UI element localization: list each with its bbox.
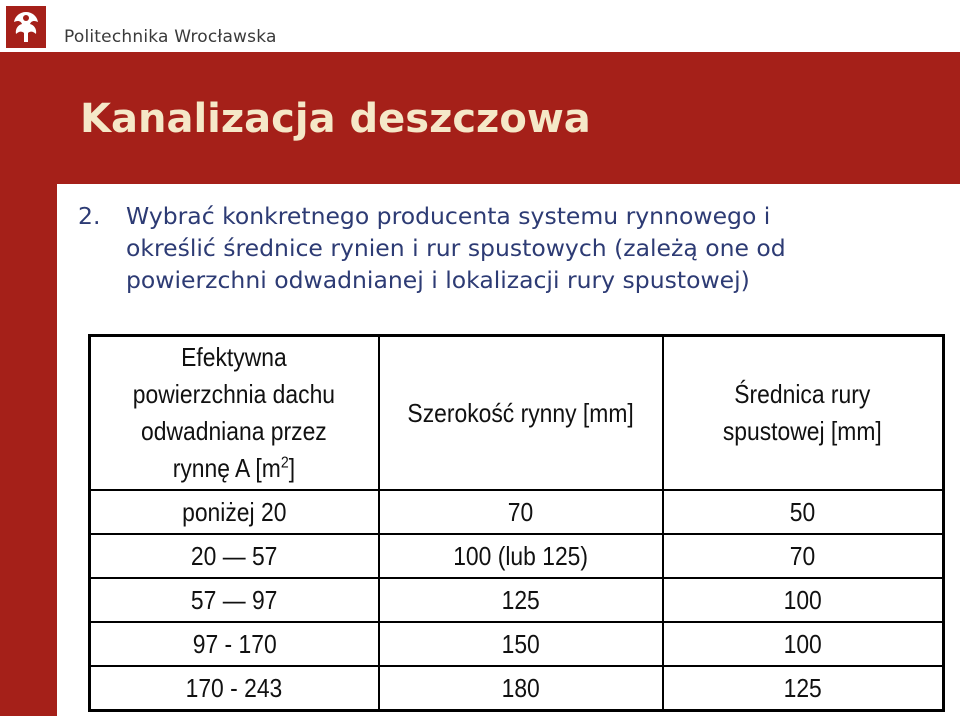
header-line: odwadniana przez	[141, 416, 328, 446]
table-row	[90, 490, 944, 534]
cell-text: 20 — 57	[191, 540, 278, 571]
table-cell-area	[90, 490, 379, 534]
header-line: spustowej [mm]	[723, 416, 883, 446]
header-line: rynnę A [m	[173, 453, 282, 483]
header-line: Efektywna	[181, 342, 288, 372]
cell-text: 97 - 170	[192, 628, 277, 659]
cell-text: poniżej 20	[182, 496, 287, 527]
cell-text: 125	[783, 672, 822, 703]
table-cell-area	[90, 666, 379, 711]
university-name: Politechnika Wrocławska	[64, 27, 277, 47]
header-downpipe-text	[723, 376, 882, 450]
table-cell-diameter	[663, 578, 944, 622]
cell-text: 57 — 97	[191, 584, 278, 615]
header-bar	[0, 0, 960, 52]
instruction-line-2: określić średnice rynien i rur spustowych (zależą one od	[126, 234, 786, 262]
cell-text: 125	[501, 584, 540, 615]
header-gutter-width-text: Szerokość rynny [mm]	[407, 397, 634, 428]
cell-text: 170 - 243	[185, 672, 283, 703]
table-cell-area	[90, 534, 379, 578]
table-cell-area	[90, 622, 379, 666]
table-cell-diameter	[663, 534, 944, 578]
table-row	[90, 666, 944, 711]
cell-text: 70	[507, 496, 534, 527]
header-roof-area-text	[133, 339, 335, 487]
instruction-line-1	[78, 200, 948, 232]
table-cell-diameter	[663, 666, 944, 711]
table-cell-diameter	[663, 490, 944, 534]
instruction-line-text: Wybrać konkretnego producenta systemu rynnowego i	[126, 202, 771, 230]
table-cell-area	[90, 578, 379, 622]
header-downpipe-diameter	[663, 336, 944, 491]
cell-text: 180	[501, 672, 540, 703]
table-cell-diameter	[663, 622, 944, 666]
table-cell-width	[379, 666, 663, 711]
cell-text: 100 (lub 125)	[453, 540, 588, 571]
table-row	[90, 578, 944, 622]
instruction-line-3: powierzchni odwadnianej i lokalizacji rury spustowej)	[126, 266, 750, 294]
eagle-crest-icon	[6, 6, 46, 48]
superscript-unit: 2	[281, 453, 290, 472]
slide-title: Kanalizacja deszczowa	[80, 96, 591, 142]
cell-text: 50	[790, 496, 816, 527]
header-line-end: ]	[289, 453, 296, 483]
table-header-row	[90, 336, 944, 491]
table-row	[90, 622, 944, 666]
cell-text: 150	[501, 628, 540, 659]
cell-text: 100	[783, 628, 822, 659]
header-line: Średnica rury	[734, 379, 871, 409]
left-accent-bar	[0, 0, 57, 716]
header-roof-area	[90, 336, 379, 491]
cell-text: 100	[783, 584, 822, 615]
table-cell-width	[379, 534, 663, 578]
gutter-sizing-table	[88, 334, 945, 712]
table-cell-width	[379, 578, 663, 622]
cell-text: 70	[790, 540, 816, 571]
header-gutter-width	[379, 336, 663, 491]
table-row	[90, 534, 944, 578]
header-line: powierzchnia dachu	[133, 379, 336, 409]
instruction-text	[78, 200, 948, 296]
table-cell-width	[379, 622, 663, 666]
item-number: 2.	[78, 202, 101, 230]
table-cell-width	[379, 490, 663, 534]
